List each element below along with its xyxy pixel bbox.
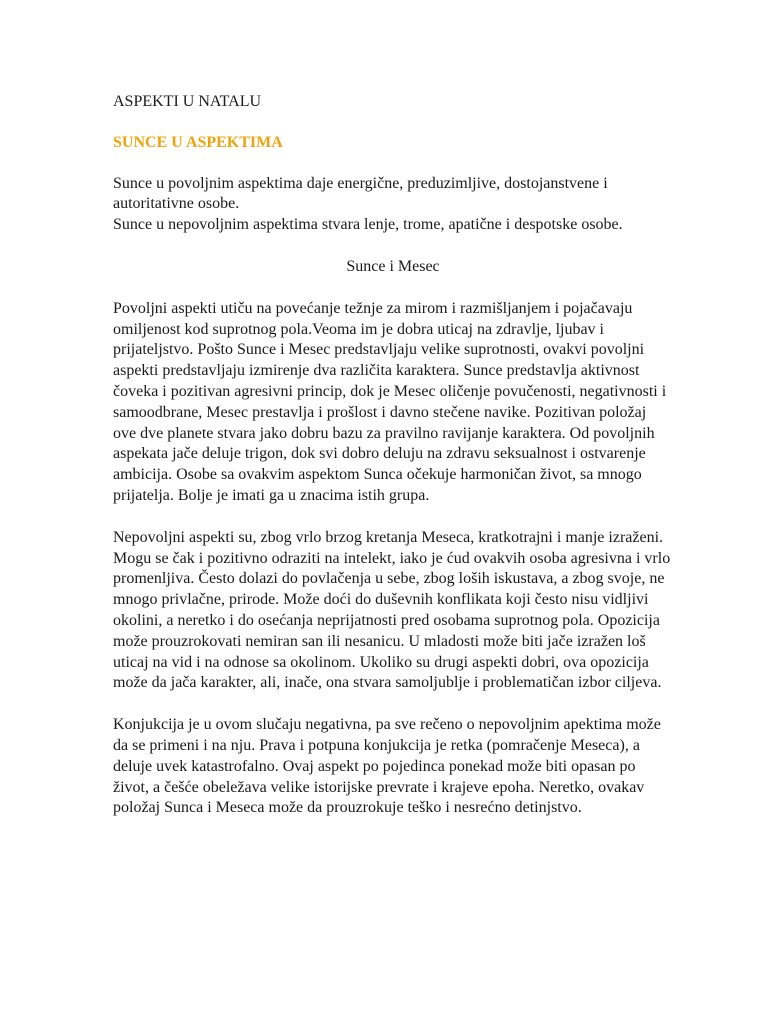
intro-paragraph bbox=[113, 174, 673, 236]
intro-line-positive: Sunce u povoljnim aspektima daje energične, preduzimljive, dostojanstvene i autoritativne osobe. bbox=[113, 174, 608, 213]
document-title: ASPEKTI U NATALU bbox=[113, 93, 262, 110]
document-page bbox=[113, 92, 673, 840]
section-heading: Sunce i Mesec bbox=[346, 257, 440, 275]
paragraph-unfavorable-aspects: Nepovoljni aspekti su, zbog vrlo brzog kretanja Meseca, kratkotrajni i manje izraženi. Mogu se čak i pozitivno odraziti na intelekt, iako je ćud ovakvih osoba agresivna i vrlo promenljiva. Često dolazi do povlačenja u sebe, zbog loših iskustava, a zbog svoje, ne mnogo privlačne, prirode. Može doći do duševnih konflikata koji često nisu vidljivi okolini, a neretko i do osećanja neprijatnosti pred osobama suprotnog pola. Opozicija može prouzrokovati nemiran san ili nesanicu. U mladosti može biti jače izražen loš uticaj na vid i na odnose sa okolinom. Ukoliko su drugi aspekti dobri, ova opozicija može da jača karakter, ali, inače, ona stvara samoljublje i problematičan izbor ciljeva. bbox=[113, 528, 671, 692]
intro-line-negative: Sunce u nepovoljnim aspektima stvara lenje, trome, apatične i despotske osobe. bbox=[113, 216, 623, 234]
paragraph-conjunction: Konjukcija je u ovom slučaju negativna, pa sve rečeno o nepovoljnim apektima može da se primeni i na nju. Prava i potpuna konjukcija je retka (pomračenje Meseca), a deluje uvek katastrofalno. Ovaj aspekt po pojedinca ponekad može biti opasan po život, a češće obeležava velike istorijske prevrate i krajeve epoha. Neretko, ovakav položaj Sunca i Meseca može da prouzrokuje teško i nesrećno detinjstvo. bbox=[113, 716, 661, 817]
section-subtitle: SUNCE U ASPEKTIMA bbox=[113, 133, 283, 151]
paragraph-favorable-aspects: Povoljni aspekti utiču na povećanje težnje za mirom i razmišljanjem i pojačavaju omiljenost kod suprotnog pola.Veoma im je dobra uticaj na zdravlje, ljubav i prijateljstvo. Pošto Sunce i Mesec predstavljaju velike suprotnosti, ovakvi povoljni aspekti predstavljaju izmirenje dva različita karaktera. Sunce predstavlja aktivnost čoveka i pozitivan agresivni princip, dok je Mesec oličenje povučenosti, negativnosti i samoodbrane, Mesec prestavlja i prošlost i davno stečene navike. Pozitivan položaj ove dve planete stvara jako dobru bazu za pravilno ravijanje karaktera. Od povoljnih aspekata jače deluje trigon, dok svi dobro deluju na zdravu seksualnost i ostvarenje ambicija. Osobe sa ovakvim aspektom Sunca očekuje harmoničan život, sa mnogo prijatelja. Bolje je imati ga u znacima istih grupa. bbox=[113, 299, 667, 504]
